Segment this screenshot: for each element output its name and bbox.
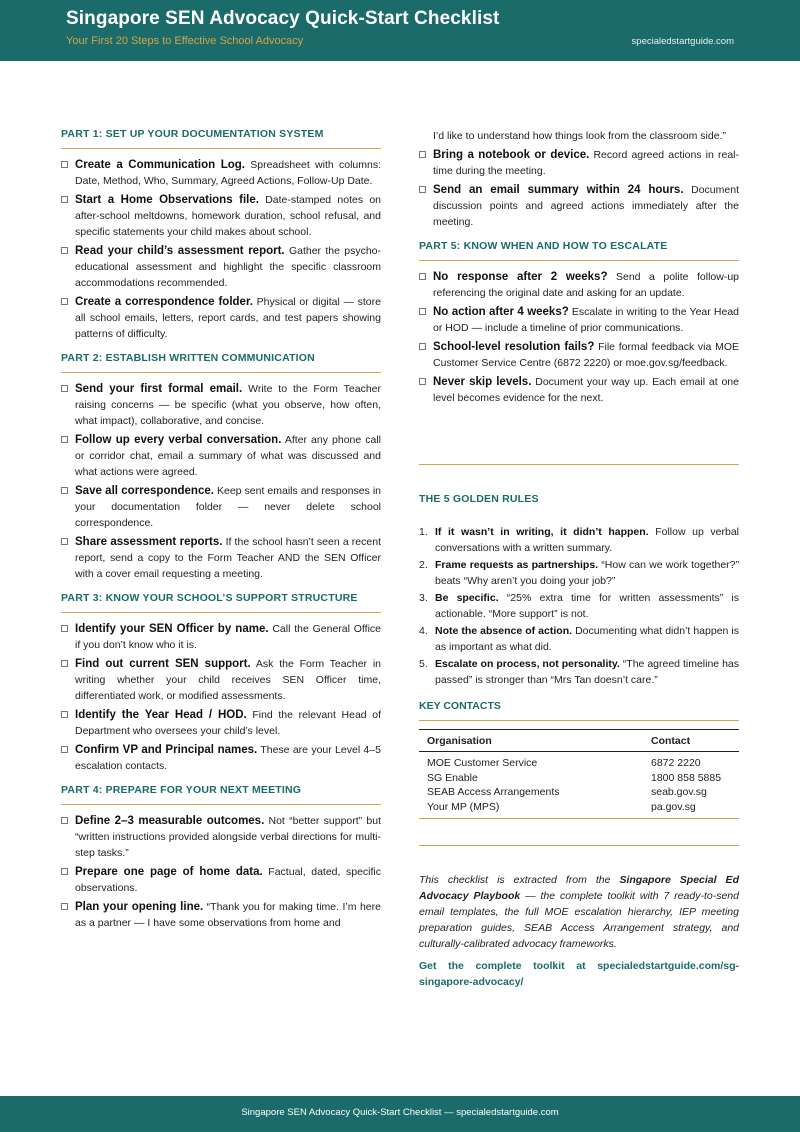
item-text: Ask the Form Teacher in writing whether your child receives SEN Officer time, differentiated work, or modified assessments. [75, 658, 381, 702]
table-cell: MOE Customer Service [427, 757, 538, 769]
checkbox-icon[interactable] [61, 625, 68, 632]
item-lead: Identify your SEN Officer by name. [75, 623, 269, 635]
checklist-item[interactable] [61, 243, 381, 291]
checkbox-icon[interactable] [61, 711, 68, 718]
item-text: Spreadsheet with columns: Date, Method, Who, Summary, Agreed Actions, Follow-Up Date. [75, 159, 382, 187]
page-title: Singapore SEN Advocacy Quick-Start Checklist [66, 8, 500, 29]
item-lead: Send your first formal email. [75, 383, 243, 395]
checklist-item[interactable] [61, 742, 381, 774]
part1-section [61, 128, 381, 342]
item-lead: Plan your opening line. [75, 901, 204, 913]
rule-text: “25% extra time for written assessments” is actionable. “More support” is not. [435, 592, 739, 620]
item-lead: Bring a notebook or device. [433, 149, 590, 161]
item-lead: Follow up every verbal conversation. [75, 434, 282, 446]
divider [419, 845, 739, 846]
item-text: Escalate in writing to the Year Head or HOD — include a timeline of prior communications. [433, 306, 739, 334]
checkbox-icon[interactable] [419, 273, 426, 280]
checkbox-icon[interactable] [61, 538, 68, 545]
part3-title: PART 3: KNOW YOUR SCHOOL’S SUPPORT STRUCTURE [61, 592, 381, 613]
rules-title: THE 5 GOLDEN RULES [419, 493, 539, 505]
checkbox-icon[interactable] [61, 660, 68, 667]
checkbox-icon[interactable] [61, 746, 68, 753]
part2-section [61, 352, 381, 582]
checklist-item[interactable] [61, 621, 381, 653]
item-lead: Save all correspondence. [75, 485, 214, 497]
checklist-item[interactable] [61, 899, 381, 931]
part1-title: PART 1: SET UP YOUR DOCUMENTATION SYSTEM [61, 128, 381, 149]
part3-section [61, 592, 381, 774]
item-lead: No response after 2 weeks? [433, 271, 608, 283]
checkbox-icon[interactable] [61, 247, 68, 254]
rule-number: 3. [419, 592, 428, 604]
part5-title: PART 5: KNOW WHEN AND HOW TO ESCALATE [419, 240, 739, 261]
promo-pre: This checklist is extracted from the [419, 874, 620, 886]
rule-text: Follow up verbal conversations with a written summary. [435, 526, 740, 554]
item-text: Send a polite follow-up referencing the original date and asking for an update. [433, 271, 739, 299]
page-subtitle: Your First 20 Steps to Effective School Advocacy [66, 35, 304, 47]
item-lead: Send an email summary within 24 hours. [433, 184, 684, 196]
checklist-item[interactable] [61, 707, 381, 739]
checkbox-icon[interactable] [419, 151, 426, 158]
checkbox-icon[interactable] [61, 868, 68, 875]
item-text: Document your way up. Each email at one level becomes evidence for the next. [433, 376, 739, 404]
item-lead: Start a Home Observations file. [75, 194, 259, 206]
checklist-item[interactable] [61, 294, 381, 342]
item-text: “Thank you for making time. I’m here as a partner — I have some observations from home and [75, 901, 381, 929]
item-text: Find the relevant Head of Department who oversees your child’s level. [75, 709, 382, 737]
checklist-item[interactable] [419, 374, 739, 406]
rule-item [419, 558, 739, 589]
checkbox-icon[interactable] [61, 161, 68, 168]
book-title: Singapore Special Ed Advocacy Playbook [419, 874, 739, 902]
item-text: Not “better support” but “written instructions provided alongside verbal directions for multi-step tasks.” [75, 815, 381, 859]
divider [419, 464, 739, 465]
checklist-item[interactable] [61, 432, 381, 480]
contacts-table [419, 729, 739, 814]
part5-section [419, 240, 739, 406]
checkbox-icon[interactable] [419, 308, 426, 315]
table-cell: 1800 858 5885 [651, 771, 722, 784]
table-row [419, 800, 739, 815]
checklist-item[interactable] [61, 157, 381, 189]
footer-text: Singapore SEN Advocacy Quick-Start Checklist — specialedstartguide.com [241, 1107, 559, 1118]
checklist-item[interactable] [61, 483, 381, 531]
rule-item [419, 657, 739, 688]
item-lead: Define 2–3 measurable outcomes. [75, 815, 265, 827]
rule-lead: Note the absence of action. [435, 625, 573, 637]
checklist-item[interactable] [419, 304, 739, 336]
left-column [61, 128, 381, 941]
rule-lead: If it wasn’t in writing, it didn’t happen. [435, 526, 649, 538]
rule-item [419, 525, 739, 556]
header-site-link[interactable]: specialedstartguide.com [631, 36, 734, 47]
checklist-item[interactable] [61, 192, 381, 240]
table-cell[interactable]: pa.gov.sg [651, 800, 696, 813]
item-text: If the school hasn’t seen a recent report, send a copy to the Form Teacher AND the SEN Officer with a cover email requesting a meeting. [75, 536, 381, 580]
table-cell: SG Enable [427, 771, 478, 784]
rule-item [419, 591, 739, 622]
item-lead: Find out current SEN support. [75, 658, 251, 670]
table-cell[interactable]: seab.gov.sg [651, 786, 707, 798]
divider [419, 818, 739, 819]
checkbox-icon[interactable] [61, 903, 68, 910]
table-row [419, 785, 739, 800]
rule-text: Documenting what didn’t happen is as important as what did. [435, 625, 740, 653]
item-lead: Prepare one page of home data. [75, 866, 263, 878]
rule-number: 1. [419, 526, 428, 538]
item-continuation: I’d like to understand how things look from the classroom side.” [433, 130, 726, 142]
column-header: Contact [643, 730, 739, 752]
item-text: Record agreed actions in real-time during the meeting. [433, 149, 739, 177]
item-lead: Create a Communication Log. [75, 159, 245, 171]
checkbox-icon[interactable] [61, 817, 68, 824]
checkbox-icon[interactable] [61, 436, 68, 443]
table-cell: Your MP (MPS) [427, 800, 500, 813]
rule-lead: Escalate on process, not personality. [435, 658, 620, 670]
checkbox-icon[interactable] [419, 343, 426, 350]
item-text: Gather the psycho-educational assessment and highlight the specific classroom accommodations recommended. [75, 245, 382, 289]
checklist-item[interactable] [419, 339, 739, 371]
checklist-item[interactable] [61, 656, 381, 704]
item-lead: Never skip levels. [433, 376, 532, 388]
rule-lead: Be specific. [435, 592, 499, 604]
checklist-item[interactable] [61, 534, 381, 582]
item-lead: No action after 4 weeks? [433, 306, 569, 318]
rule-number: 2. [419, 559, 428, 571]
checklist-item[interactable] [419, 269, 739, 301]
right-column [419, 128, 739, 416]
checklist-item[interactable] [419, 182, 739, 230]
rule-lead: Frame requests as partnerships. [435, 559, 599, 571]
item-lead: Share assessment reports. [75, 536, 223, 548]
checklist-item[interactable] [61, 813, 381, 861]
rule-text: “The agreed timeline has passed” is stronger than “Mrs Tan doesn’t care.” [435, 658, 739, 686]
table-cell: 6872 2220 [651, 757, 701, 769]
checklist-item[interactable] [419, 147, 739, 179]
rule-number: 5. [419, 658, 428, 670]
item-text: These are your Level 4–5 escalation contacts. [75, 744, 381, 772]
table-row [419, 752, 739, 771]
item-lead: Create a correspondence folder. [75, 296, 253, 308]
checklist-item[interactable] [61, 381, 381, 429]
checkbox-icon[interactable] [61, 298, 68, 305]
part4-title: PART 4: PREPARE FOR YOUR NEXT MEETING [61, 784, 381, 805]
table-cell: SEAB Access Arrangements [427, 786, 560, 798]
item-text: Document discussion points and agreed actions immediately after the meeting. [433, 184, 739, 228]
item-lead: Confirm VP and Principal names. [75, 744, 258, 756]
checklist-item[interactable] [61, 864, 381, 896]
item-text: After any phone call or corridor chat, email a summary of what was discussed and what actions were agreed. [75, 434, 381, 478]
rule-item [419, 624, 739, 655]
column-header: Organisation [419, 730, 643, 752]
checkbox-icon[interactable] [61, 385, 68, 392]
checkbox-icon[interactable] [61, 196, 68, 203]
toolkit-link[interactable]: Get the complete toolkit at specialedstartguide.com/sg-singapore-advocacy/ [419, 960, 739, 988]
item-lead: Identify the Year Head / HOD. [75, 709, 247, 721]
checkbox-icon[interactable] [61, 487, 68, 494]
part4-section [61, 784, 381, 931]
item-text: Keep sent emails and responses in your documentation folder — never delete school correspondence. [75, 485, 381, 529]
promo-text [419, 872, 739, 952]
item-text: Date-stamped notes on after-school meltdowns, homework duration, school refusal, and specific statements your child makes about school. [75, 194, 381, 238]
item-lead: Read your child’s assessment report. [75, 245, 285, 257]
item-text: Call the General Office if you don’t know who it is. [75, 623, 381, 651]
checkbox-icon[interactable] [419, 186, 426, 193]
item-lead: School-level resolution fails? [433, 341, 595, 353]
item-text: Factual, dated, specific observations. [75, 866, 381, 894]
item-text: File formal feedback via MOE Customer Service Centre (6872 2220) or moe.gov.sg/feedback. [433, 341, 739, 369]
item-text: Write to the Form Teacher raising concerns — be specific (what you observe, how often, what impact), collaborative, and concise. [75, 383, 381, 427]
rule-text: “How can we work together?” beats “Why aren’t you doing your job?” [435, 559, 739, 587]
right-column-lower [419, 493, 739, 990]
table-row [419, 771, 739, 786]
page-footer [0, 1096, 800, 1132]
part2-title: PART 2: ESTABLISH WRITTEN COMMUNICATION [61, 352, 381, 373]
rule-number: 4. [419, 625, 428, 637]
contacts-title: KEY CONTACTS [419, 700, 739, 721]
item-text: Physical or digital — store all school emails, letters, report cards, and test papers showing patterns of difficulty. [75, 296, 381, 340]
page-header [0, 0, 800, 61]
checkbox-icon[interactable] [419, 378, 426, 385]
promo-post: — the complete toolkit with 7 ready-to-send email templates, the full MOE escalation hierarchy, IEP meeting preparation guides, SEAB Access Arrangement strategy, and culturally-calibrated advocacy frameworks. [419, 890, 739, 950]
